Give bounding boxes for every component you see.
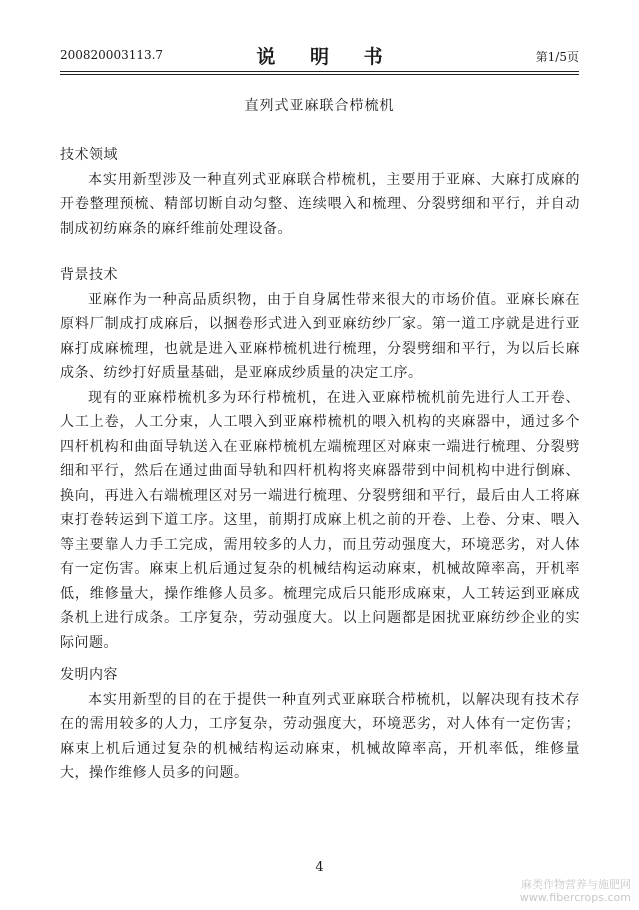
section-invention-content: [60, 663, 580, 786]
watermark-url: www.fibercrops.com: [519, 891, 631, 904]
header-title: 说 明 书: [256, 46, 397, 68]
patent-number: 200820003113.7: [60, 48, 164, 62]
watermark-line: 麻类作物营养与施肥网: [521, 878, 631, 891]
document-title: 直列式亚麻联合栉梳机: [244, 98, 395, 114]
section-technical-field: [60, 143, 580, 241]
page-info: 第1/5页: [535, 50, 579, 64]
paragraph: 本实用新型涉及一种直列式亚麻联合栉梳机，主要用于亚麻、大麻打成麻的开卷整理预梳、精部切断自动匀整、连续喂入和梳理、分裂劈细和平行，并自动制成初纺麻条的麻纤维前处理设备。: [60, 171, 580, 237]
header-rule-secondary: [60, 74, 579, 75]
section-heading: 背景技术: [60, 267, 118, 283]
page-number: 4: [315, 860, 324, 875]
paragraph: 亚麻作为一种高品质织物，由于自身属性带来很大的市场价值。亚麻长麻在原料厂制成打成麻后，以捆卷形式进入到亚麻纺纱厂家。第一道工序就是进行亚麻打成麻梳理，也就是进入亚麻栉梳机进行梳理，分裂劈细和平行，为以后长麻成条、纺纱打好质量基础，是亚麻成纱质量的决定工序。: [60, 291, 580, 381]
section-heading: 发明内容: [60, 667, 118, 683]
paragraph: 现有的亚麻栉梳机多为环行栉梳机，在进入亚麻栉梳机前先进行人工开卷、人工上卷，人工分束，人工喂入到亚麻栉梳机的喂入机构的夹麻器中，通过多个四杆机构和曲面导轨送入在亚麻栉梳机左端梳理区对麻束一端进行梳理、分裂劈细和平行，然后在通过曲面导轨和四杆机构将夹麻器带到中间机构中进行倒麻、换向，再进入右端梳理区对另一端进行梳理、分裂劈细和平行，最后由人工将麻束打卷转运到下道工序。这里，前期打成麻上机之前的开卷、上卷、分束、喂入等主要靠人力手工完成，需用较多的人力，而且劳动强度大，环境恶劣，对人体有一定伤害。麻束上机后通过复杂的机械结构运动麻束，机械故障率高，开机率低，维修量大，操作维修人员多。梳理完成后只能形成麻束，人工转运到亚麻成条机上进行成条。工序复杂，劳动强度大。以上问题都是困扰亚麻纺纱企业的实际问题。: [60, 389, 580, 651]
watermark: [520, 878, 631, 904]
header-rule: [60, 71, 579, 72]
paragraph: 本实用新型的目的在于提供一种直列式亚麻联合栉梳机，以解决现有技术存在的需用较多的人力，工序复杂，劳动强度大，环境恶劣，对人体有一定伤害；麻束上机后通过复杂的机械结构运动麻束，机械故障率高，开机率低，维修量大，操作维修人员多的问题。: [60, 691, 580, 781]
section-background: [60, 263, 580, 655]
section-heading: 技术领域: [60, 147, 118, 163]
